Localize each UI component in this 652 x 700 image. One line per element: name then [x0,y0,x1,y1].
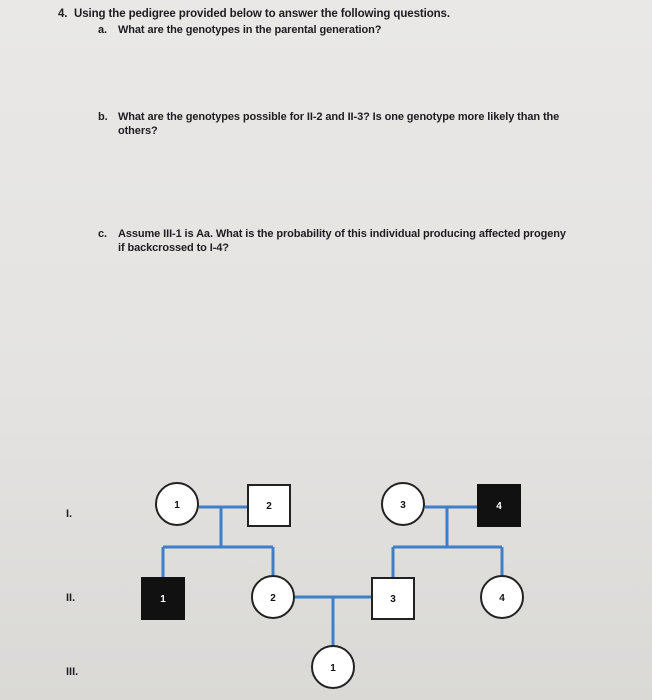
svg-text:3: 3 [390,594,396,605]
question-number: 4. [58,8,68,20]
svg-text:1: 1 [174,500,180,511]
individual-i-4 [478,485,520,526]
individual-iii-1 [312,646,354,688]
svg-text:4: 4 [496,501,502,512]
individual-ii-3 [372,578,414,619]
part-c-letter: c. [98,228,107,240]
individual-i-2 [248,485,290,526]
pedigree-lines [163,507,502,647]
individual-ii-2 [252,576,294,618]
part-a-text: What are the genotypes in the parental generation? [118,24,382,36]
svg-text:2: 2 [270,593,276,604]
svg-text:4: 4 [499,593,505,604]
svg-text:2: 2 [266,501,272,512]
svg-text:1: 1 [160,594,166,605]
generation-label-3: III. [66,666,79,678]
part-c-text: Assume III-1 is Aa. What is the probability of this individual producing affected progeny if backcrossed to I-4? [118,228,566,254]
individual-ii-4 [481,576,523,618]
individual-ii-1 [142,578,184,619]
part-b-letter: b. [98,111,108,123]
individual-i-1 [156,483,198,525]
generation-label-1: I. [66,508,73,520]
part-a-letter: a. [98,24,107,36]
generation-label-2: II. [66,592,76,604]
svg-text:3: 3 [400,500,406,511]
individual-i-3 [382,483,424,525]
svg-text:1: 1 [330,663,336,674]
question-text: Using the pedigree provided below to answer the following questions. [74,8,450,20]
part-b-text: What are the genotypes possible for II-2 and II-3? Is one genotype more likely than the others? [118,111,560,137]
